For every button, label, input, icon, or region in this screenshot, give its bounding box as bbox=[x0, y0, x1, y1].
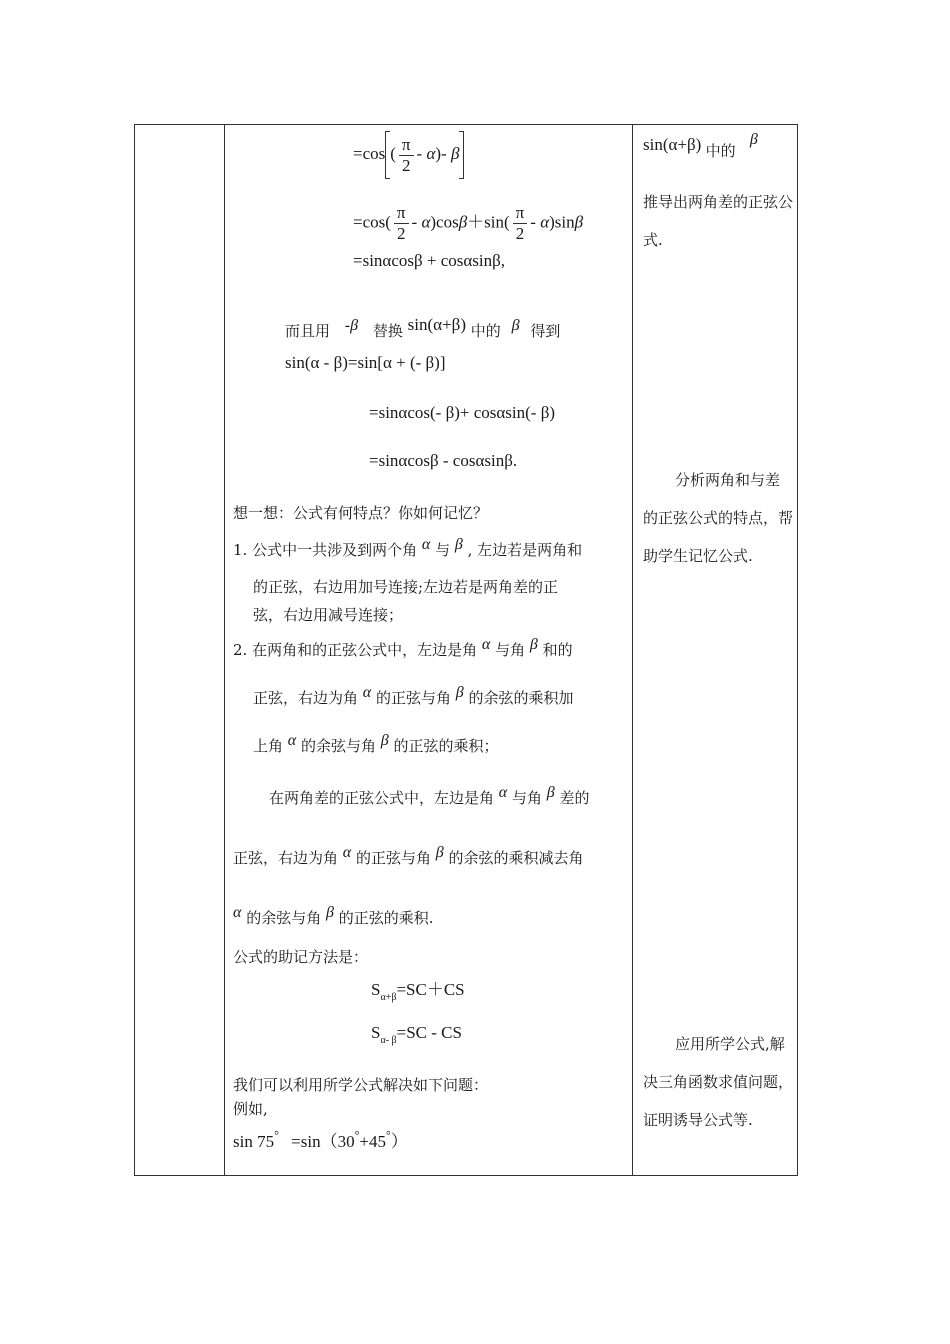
point-1-line-3: 弦，右边用减号连接； bbox=[253, 606, 404, 624]
point-1-line-2: 的正弦，右边用加号连接;左边若是两角差的正 bbox=[253, 578, 559, 596]
derivation-line-1: =cos ( $\frac{\pi}{2}$ - α)- β bbox=[353, 131, 464, 179]
example-label: 例如, bbox=[233, 1100, 268, 1118]
right-top-formula: sin(α+β) 中的 β bbox=[643, 131, 758, 160]
column-divider-1 bbox=[224, 125, 225, 1175]
point-2-line-2: 正弦，右边为角 α 的正弦与角 β 的余弦的乘积加 bbox=[253, 684, 574, 707]
minus-line-1: sin(α - β)=sin[α + (- β)] bbox=[285, 353, 446, 372]
minus-line-2: =sinαcos(- β)+ cosαsin(- β) bbox=[369, 403, 556, 422]
right-note-analyze: 分析两角和与差的正弦公式的特点，帮助学生记忆公式. bbox=[643, 471, 794, 565]
derivation-line-3: =sinαcosβ + cosαsinβ, bbox=[353, 251, 506, 270]
right-note-apply: 应用所学公式,解决三角函数求值问题，证明诱导公式等. bbox=[643, 1035, 794, 1129]
example-formula: sin 75° =sin（30°+45°） bbox=[233, 1128, 408, 1151]
point-3-line-1: 在两角差的正弦公式中，左边是角 α 与角 β 差的 bbox=[269, 784, 590, 807]
lesson-table bbox=[134, 124, 798, 1176]
column-divider-2 bbox=[632, 125, 633, 1175]
point-3-line-3: α 的余弦与角 β 的正弦的乘积. bbox=[233, 904, 434, 927]
apply-text: 我们可以利用所学公式解决如下问题： bbox=[233, 1076, 489, 1094]
mnemonic-title: 公式的助记方法是： bbox=[233, 948, 369, 966]
point-3-line-2: 正弦，右边为角 α 的正弦与角 β 的余弦的乘积减去角 bbox=[233, 844, 584, 867]
point-2-line-1: 2. 在两角和的正弦公式中，左边是角 α 与角 β 和的 bbox=[233, 636, 573, 659]
derivation-line-2: =cos( $\frac{\pi}{2}$ - α)cosβ＋sin( $\frac{\pi}{2}$ - α)sinβ bbox=[353, 203, 584, 243]
point-2-line-3: 上角 α 的余弦与角 β 的正弦的乘积； bbox=[253, 732, 499, 755]
minus-line-3: =sinαcosβ - cosαsinβ. bbox=[369, 451, 518, 470]
right-note-derive: 推导出两角差的正弦公式. bbox=[643, 193, 794, 249]
point-1-line-1: 1. 公式中一共涉及到两个角 α 与 β , 左边若是两角和 bbox=[233, 536, 583, 559]
replace-line: 而且用 -β 替换 sin(α+β) 中的 β 得到 bbox=[285, 315, 561, 340]
think-question: 想一想：公式有何特点？你如何记忆？ bbox=[233, 504, 489, 522]
mnemonic-diff: $S_{\alpha- \beta}=SC$ - CS bbox=[371, 1023, 462, 1046]
mnemonic-sum: $S_{\alpha+\beta}=SC+CS$ bbox=[371, 980, 465, 1003]
